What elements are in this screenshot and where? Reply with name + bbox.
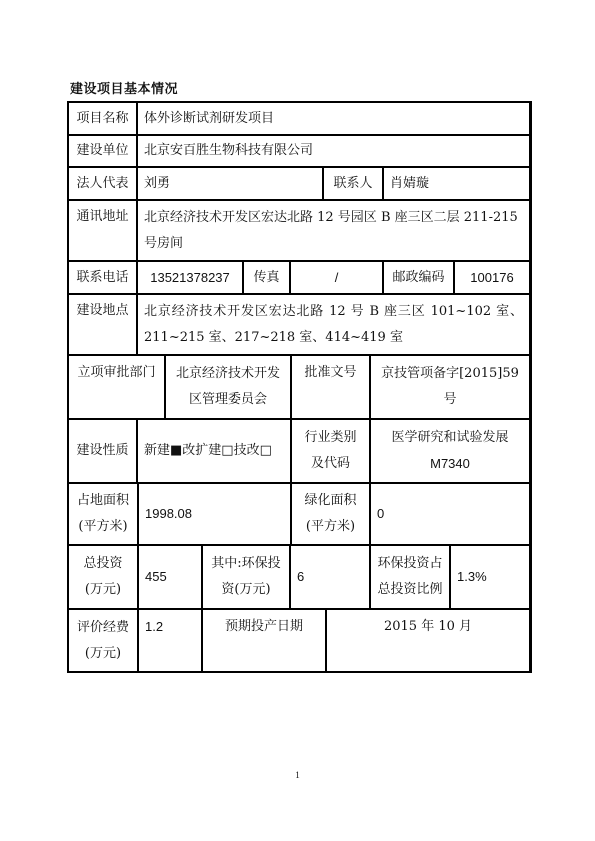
total-invest-value: 455 xyxy=(138,545,202,609)
phone-value: 13521378237 xyxy=(137,261,243,294)
expected-date-value: 2015 年 10 月 xyxy=(326,609,530,672)
phone-label: 联系电话 xyxy=(68,261,137,294)
legal-rep-label: 法人代表 xyxy=(68,167,137,200)
fax-label: 传真 xyxy=(243,261,290,294)
address-label: 通讯地址 xyxy=(68,200,137,261)
land-area-value: 1998.08 xyxy=(138,483,291,545)
postcode-value: 100176 xyxy=(454,261,530,294)
env-invest-label: 其中:环保投 资(万元) xyxy=(202,545,290,609)
nature-label: 建设性质 xyxy=(68,419,137,483)
env-invest-value: 6 xyxy=(290,545,370,609)
page-number: 1 xyxy=(295,770,300,780)
env-ratio-label: 环保投资占 总投资比例 xyxy=(370,545,450,609)
contact-value: 肖婧璇 xyxy=(383,167,530,200)
approval-no-label: 批准文号 xyxy=(291,355,370,419)
builder-value: 北京安百胜生物科技有限公司 xyxy=(137,135,530,167)
project-name-value: 体外诊断试剂研发项目 xyxy=(137,102,530,135)
fax-value: / xyxy=(290,261,383,294)
approval-dept-value: 北京经济技术开发 区管理委员会 xyxy=(165,355,291,419)
industry-label: 行业类别 及代码 xyxy=(291,419,370,483)
green-area-value: 0 xyxy=(370,483,530,545)
site-value: 北京经济技术开发区宏达北路 12 号 B 座三区 101~102 室、 211~215 室、217~218 室、414~419 室 xyxy=(137,294,530,355)
project-name-label: 项目名称 xyxy=(68,102,137,135)
nature-value: 新建■改扩建□技改□ xyxy=(137,419,291,483)
page-title: 建设项目基本情况 xyxy=(70,82,179,97)
contact-label: 联系人 xyxy=(323,167,383,200)
green-area-label: 绿化面积 (平方米) xyxy=(291,483,370,545)
postcode-label: 邮政编码 xyxy=(383,261,454,294)
site-label: 建设地点 xyxy=(68,294,137,355)
land-area-label: 占地面积 (平方米) xyxy=(68,483,138,545)
address-value: 北京经济技术开发区宏达北路 12 号园区 B 座三区二层 211-215 号房间 xyxy=(137,200,530,261)
total-invest-label: 总投资 (万元) xyxy=(68,545,138,609)
expected-date-label: 预期投产日期 xyxy=(202,609,326,672)
builder-label: 建设单位 xyxy=(68,135,137,167)
approval-no-value: 京技管项备字[2015]59 号 xyxy=(370,355,530,419)
legal-rep-value: 刘勇 xyxy=(137,167,323,200)
industry-value: 医学研究和试验发展 M7340 xyxy=(370,419,530,483)
env-ratio-value: 1.3% xyxy=(450,545,530,609)
eval-fee-label: 评价经费 (万元) xyxy=(68,609,138,672)
eval-fee-value: 1.2 xyxy=(138,609,202,672)
approval-dept-label: 立项审批部门 xyxy=(68,355,165,419)
